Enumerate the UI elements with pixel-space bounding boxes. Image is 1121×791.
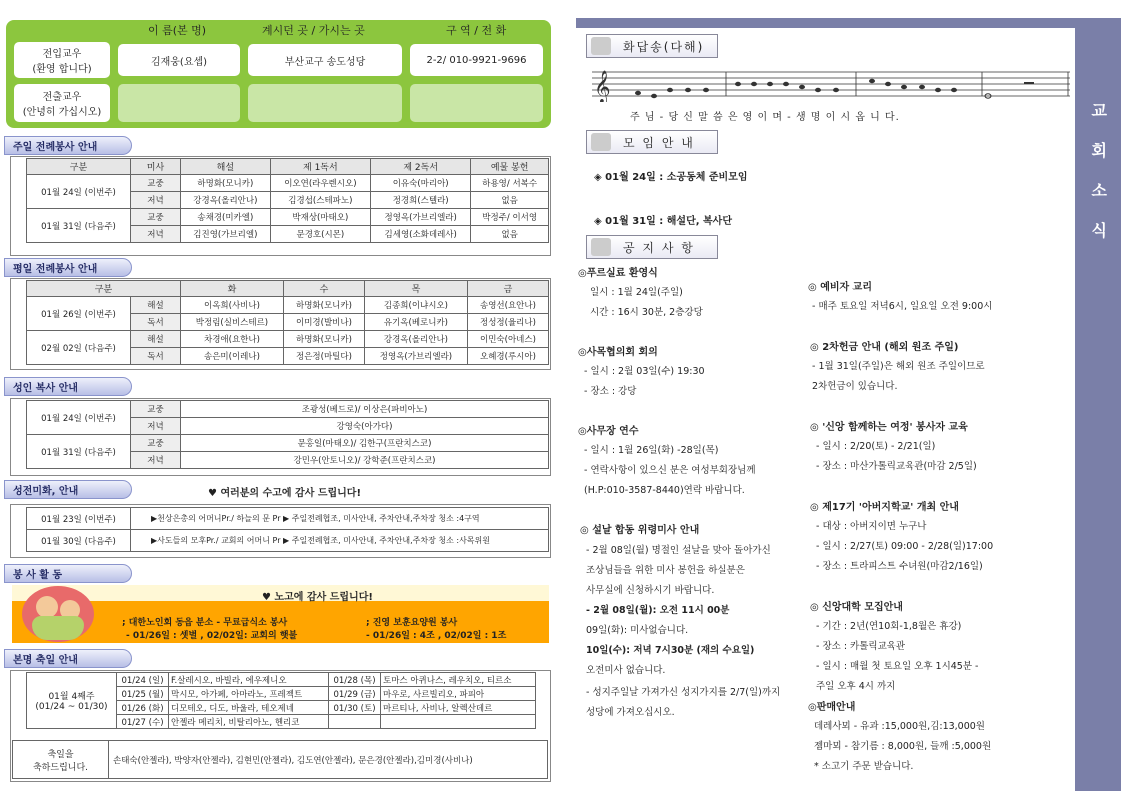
cell: 하명화(모니카) bbox=[283, 331, 364, 348]
notice-heading: ◎ 신앙대학 모집안내 bbox=[810, 602, 903, 613]
psalm-lyrics: 주 님 - 당 신 말 씀 은 영 이 며 - 생 명 이 시 옵 니 다. bbox=[630, 112, 900, 123]
psalm-title bbox=[586, 34, 718, 58]
cell: 강경옥(올리안나) bbox=[181, 192, 271, 209]
table-row bbox=[27, 331, 549, 348]
cell: 이유숙(마리아) bbox=[371, 175, 471, 192]
notice-line: 09일(화): 미사없습니다. bbox=[586, 625, 689, 636]
cell: 김경섭(스테파노) bbox=[270, 192, 370, 209]
date-cell: 01월 31일 (다음주) bbox=[27, 435, 131, 469]
notice-line: - 일시 : 2월 03일(수) 19:30 bbox=[584, 366, 705, 377]
notice-heading: ◎ 제17기 '아버지학교' 개최 안내 bbox=[810, 502, 959, 513]
saints-cell: 토마스 아퀴나스, 레우치오, 티르소 bbox=[381, 673, 536, 687]
notice-line: - 성지주일날 가져가신 성지가지를 2/7(일)까지 bbox=[586, 687, 781, 698]
mass-cell: 교중 bbox=[131, 209, 181, 226]
day-cell: 01/28 (목) bbox=[329, 673, 381, 687]
week-cell: 01월 4째주 (01/24 ~ 01/30) bbox=[27, 673, 117, 729]
top-bar bbox=[576, 18, 1076, 28]
cell: 이오연(라우렌시오) bbox=[270, 175, 370, 192]
notice-line: 10일(수): 저녁 7시30분 (재의 수요일) bbox=[586, 645, 755, 656]
notice-heading: ◎ 예비자 교리 bbox=[808, 282, 872, 293]
saints-cell: 마우로, 사르빌리오, 파피아 bbox=[381, 687, 536, 701]
notice-line: - 일시 : 2/20(토) - 2/21(일) bbox=[816, 441, 936, 452]
th-reading2: 제 2독서 bbox=[371, 159, 471, 175]
notice-heading: ◎ 2차헌금 안내 (해외 원조 주일) bbox=[810, 342, 959, 353]
day-cell: 01/27 (수) bbox=[117, 715, 169, 729]
saints-cell: 디모테오, 디도, 바울라, 테오제네 bbox=[169, 701, 329, 715]
service-left-title: ; 대한노인회 동읍 분소 - 무료급식소 봉사 bbox=[122, 618, 288, 628]
th-gubun: 구분 bbox=[27, 281, 181, 297]
notice-line: - 일시 : 2/27(토) 09:00 - 2/28(일)17:00 bbox=[816, 541, 994, 552]
table-row bbox=[27, 530, 549, 552]
cell: ▶천상은총의 어머니Pr./ 하늘의 문 Pr ▶ 주일전례협조, 미사안내, 주차안내,주차장 청소 :4구역 bbox=[131, 508, 549, 530]
table-row bbox=[27, 175, 549, 192]
sidebar bbox=[1075, 18, 1121, 791]
col-header-zone: 구 역 / 전 화 bbox=[446, 24, 507, 37]
cell: 김진영(가브리엘) bbox=[181, 226, 271, 243]
cell: 김세영(소화데레사) bbox=[371, 226, 471, 243]
date-cell: 01월 30일 (다음주) bbox=[27, 530, 131, 552]
notice-title bbox=[586, 235, 718, 259]
cell: 이옥희(사비나) bbox=[181, 297, 284, 314]
th-offering: 예물 봉헌 bbox=[471, 159, 549, 175]
notice-line: - 매주 토요일 저녁6시, 일요일 오전 9:00시 bbox=[812, 301, 993, 312]
notice-line: 주일 오후 4시 까지 bbox=[816, 681, 896, 692]
notice-line: 조상님들을 위한 미사 봉헌을 하실분은 bbox=[586, 565, 745, 576]
cell: 강민우(안토니오)/ 강학준(프란치스코) bbox=[181, 452, 549, 469]
notice-line: 2차헌금이 있습니다. bbox=[812, 381, 898, 392]
table-row bbox=[27, 435, 549, 452]
table-row bbox=[27, 673, 536, 687]
notice-line: 데레사뫼 - 유과 :15,000원,김:13,000원 bbox=[814, 721, 985, 732]
notice-line: 젬마뫼 - 참기름 : 8,000원, 들깨 :5,000원 bbox=[814, 741, 992, 752]
th-wed: 수 bbox=[283, 281, 364, 297]
sunday-table bbox=[26, 158, 549, 243]
notice-line: - 장소 : 카톨릭교육관 bbox=[816, 641, 906, 652]
cell: 유기옥(베로니카) bbox=[364, 314, 467, 331]
notice-line: - 1월 31일(주일)은 해외 원조 주일이므로 bbox=[812, 361, 985, 372]
notice-line: 시간 : 16시 30분, 2층강당 bbox=[590, 307, 703, 318]
mass-cell: 저녁 bbox=[131, 418, 181, 435]
table-row bbox=[13, 741, 548, 779]
notice-line: - 2월 08일(월) 명절인 설날을 맞아 돌아가신 bbox=[586, 545, 771, 556]
dove-icon bbox=[591, 238, 611, 256]
th-thu: 목 bbox=[364, 281, 467, 297]
cell: 문경호(시몬) bbox=[270, 226, 370, 243]
section-sunday-title: 주일 전례봉사 안내 bbox=[4, 136, 132, 155]
dove-icon bbox=[591, 133, 611, 151]
saints-cell: 마르티나, 사비나, 알렉산데르 bbox=[381, 701, 536, 715]
mass-cell: 교중 bbox=[131, 175, 181, 192]
cell: 박정주/ 이서영 bbox=[471, 209, 549, 226]
notice-line: 사무실에 신청하시기 바랍니다. bbox=[586, 585, 715, 596]
music-staff bbox=[592, 66, 1072, 102]
day-cell bbox=[329, 715, 381, 729]
notice-line: - 기간 : 2년(연10회-1,8월은 휴강) bbox=[816, 621, 962, 632]
notice-line: 성당에 가져오십시오. bbox=[586, 707, 675, 718]
cell: 박정림(실비스테르) bbox=[181, 314, 284, 331]
service-left-detail: - 01/26일 : 셋별 , 02/02일: 교회의 햇불 bbox=[126, 631, 298, 641]
cell: 정영옥(가브리엘라) bbox=[371, 209, 471, 226]
cell: 박재상(마태오) bbox=[270, 209, 370, 226]
notice-heading: ◎사무장 연수 bbox=[578, 426, 639, 437]
family-illustration bbox=[22, 586, 94, 642]
day-cell: 01/30 (토) bbox=[329, 701, 381, 715]
mass-cell: 저녁 bbox=[131, 226, 181, 243]
incoming-place: 부산교구 송도성당 bbox=[248, 44, 402, 76]
cell: 하명화(모니카) bbox=[283, 297, 364, 314]
day-cell: 01/24 (일) bbox=[117, 673, 169, 687]
incoming-name: 김재웅(요셉) bbox=[118, 44, 240, 76]
cell: 강경옥(올리안나) bbox=[364, 331, 467, 348]
clean-table bbox=[26, 507, 549, 552]
date-cell: 01월 24일 (이번주) bbox=[27, 175, 131, 209]
service-right-detail: - 01/26일 : 4조 , 02/02일 : 1조 bbox=[366, 631, 507, 641]
outgoing-name bbox=[118, 84, 240, 122]
day-cell: 01/26 (화) bbox=[117, 701, 169, 715]
col-header-place: 계시던 곳 / 가시는 곳 bbox=[262, 24, 365, 37]
section-service-title: 봉 사 활 동 bbox=[4, 564, 132, 583]
day-cell: 01/29 (금) bbox=[329, 687, 381, 701]
dove-icon bbox=[591, 37, 611, 55]
role-cell: 해설 bbox=[131, 331, 181, 348]
mass-cell: 교중 bbox=[131, 401, 181, 418]
table-row bbox=[27, 297, 549, 314]
th-gubun: 구분 bbox=[27, 159, 131, 175]
sidebar-char: 식 bbox=[1091, 221, 1107, 240]
role-cell: 독서 bbox=[131, 348, 181, 365]
date-cell: 01월 23일 (이번주) bbox=[27, 508, 131, 530]
notice-heading: ◎판매안내 bbox=[808, 702, 856, 713]
cell: 없음 bbox=[471, 192, 549, 209]
cell: 정성정(율리나) bbox=[467, 314, 548, 331]
th-reading1: 제 1독서 bbox=[270, 159, 370, 175]
outgoing-label: 전출교우 (안녕히 가십시오) bbox=[14, 84, 110, 122]
saints-cell bbox=[381, 715, 536, 729]
saints-cell: 막시모, 아가페, 아마라노, 프레젝트 bbox=[169, 687, 329, 701]
cell: 오혜경(루시아) bbox=[467, 348, 548, 365]
notice-heading: ◎푸르실료 환영식 bbox=[578, 268, 658, 279]
table-row bbox=[27, 508, 549, 530]
notice-line: - 일시 : 매월 첫 토요일 오후 1시45분 - bbox=[816, 661, 979, 672]
cell: 조광성(베드로)/ 이상은(파비아노) bbox=[181, 401, 549, 418]
notice-line: - 장소 : 강당 bbox=[584, 386, 637, 397]
incoming-zone: 2-2/ 010-9921-9696 bbox=[410, 44, 543, 76]
sidebar-char: 교 bbox=[1091, 101, 1107, 120]
cell: 정은정(마틸다) bbox=[283, 348, 364, 365]
cell: 이민숙(아네스) bbox=[467, 331, 548, 348]
cell: 강영숙(아가다) bbox=[181, 418, 549, 435]
notice-line: 일시 : 1월 24일(주일) bbox=[590, 287, 683, 298]
notice-line: (H.P:010-3587-8440)연락 바랍니다. bbox=[584, 485, 745, 496]
notice-heading: ◎ 설날 합동 위령미사 안내 bbox=[580, 525, 700, 536]
adult-table bbox=[26, 400, 549, 469]
meeting-item: ◈ 01월 31일 : 해설단, 복사단 bbox=[594, 216, 733, 227]
section-nameday-title: 본명 축일 안내 bbox=[4, 649, 132, 668]
service-right-title: ; 진영 보훈요양원 봉사 bbox=[366, 618, 458, 628]
notice-heading: ◎ '신앙 함께하는 여정' 봉사자 교육 bbox=[810, 422, 968, 433]
section-adult-title: 성인 복사 안내 bbox=[4, 377, 132, 396]
service-thanks: ♥ 노고에 감사 드립니다! bbox=[262, 592, 373, 603]
notice-line: - 장소 : 마산가톨릭교육관(마감 2/5일) bbox=[816, 461, 977, 472]
notice-line: - 2월 08일(월): 오전 11시 00분 bbox=[586, 605, 730, 616]
role-cell: 독서 bbox=[131, 314, 181, 331]
mass-cell: 저녁 bbox=[131, 192, 181, 209]
nameday-table bbox=[26, 672, 536, 729]
meeting-title bbox=[586, 130, 718, 154]
cell: 문홍일(마태오)/ 김한구(프란치스코) bbox=[181, 435, 549, 452]
cell: 이미경(발비나) bbox=[283, 314, 364, 331]
cell: 정영옥(가브리엘라) bbox=[364, 348, 467, 365]
col-header-name: 이 름(본 명) bbox=[148, 24, 207, 37]
notice-heading: ◎사목협의회 회의 bbox=[578, 347, 658, 358]
section-clean-title: 성전미화, 안내 bbox=[4, 480, 132, 499]
notice-line: - 일시 : 1월 26일(화) -28일(목) bbox=[584, 445, 719, 456]
table-row bbox=[27, 401, 549, 418]
date-cell: 01월 31일 (다음주) bbox=[27, 209, 131, 243]
treble-clef-icon: 𝄞 bbox=[594, 70, 611, 102]
table-row bbox=[27, 209, 549, 226]
clean-thanks: ♥ 여러분의 수고에 감사 드립니다! bbox=[208, 488, 362, 499]
mass-cell: 교중 bbox=[131, 435, 181, 452]
meeting-item: ◈ 01월 24일 : 소공동체 준비모임 bbox=[594, 172, 748, 183]
th-mass: 미사 bbox=[131, 159, 181, 175]
congrats-names: 손태숙(안젤라), 박양자(안젤라), 김현민(안젤라), 김도연(안젤라), 문은경(안젤라),김미경(사비나) bbox=[109, 741, 548, 779]
outgoing-zone bbox=[410, 84, 543, 122]
section-weekday-title: 평일 전례봉사 안내 bbox=[4, 258, 132, 277]
cell: 정경희(스텔라) bbox=[371, 192, 471, 209]
mass-cell: 저녁 bbox=[131, 452, 181, 469]
incoming-label: 전입교우 (환영 합니다) bbox=[14, 42, 110, 78]
cell: 김종희(이냐시오) bbox=[364, 297, 467, 314]
sidebar-char: 소 bbox=[1091, 181, 1107, 200]
th-tue: 화 bbox=[181, 281, 284, 297]
cell: 송영선(요안나) bbox=[467, 297, 548, 314]
notice-line: 오전미사 없습니다. bbox=[586, 665, 666, 676]
cell: 차경애(요한나) bbox=[181, 331, 284, 348]
notice-line: - 장소 : 트라피스트 수녀원(마감2/16일) bbox=[816, 561, 983, 572]
cell: 하명화(모니카) bbox=[181, 175, 271, 192]
outgoing-place bbox=[248, 84, 402, 122]
cell: ▶사도들의 모후Pr./ 교회의 어머니 Pr ▶ 주일전례협조, 미사안내, 주차안내,주차장 청소 :사목위원 bbox=[131, 530, 549, 552]
th-commentary: 해설 bbox=[181, 159, 271, 175]
saints-cell: F.살레시오, 바빌라, 에우제니오 bbox=[169, 673, 329, 687]
sidebar-char: 회 bbox=[1091, 141, 1107, 160]
day-cell: 01/25 (월) bbox=[117, 687, 169, 701]
cell: 없음 bbox=[471, 226, 549, 243]
notice-line: - 연락사항이 있으신 분은 여성부회장님께 bbox=[584, 465, 756, 476]
psalm-title-text: 화답송(다해) bbox=[623, 39, 705, 54]
date-cell: 01월 26일 (이번주) bbox=[27, 297, 131, 331]
cell: 하용영/ 서복수 bbox=[471, 175, 549, 192]
notice-line: - 대상 : 아버지이면 누구나 bbox=[816, 521, 927, 532]
cell: 송채경(미카엘) bbox=[181, 209, 271, 226]
notice-title-text: 공 지 사 항 bbox=[623, 240, 695, 255]
date-cell: 01월 24일 (이번주) bbox=[27, 401, 131, 435]
congrats-label: 축일을 축하드립니다. bbox=[13, 741, 109, 779]
congrats-table bbox=[12, 740, 548, 779]
notice-line: * 소고기 주문 받습니다. bbox=[814, 761, 914, 772]
th-fri: 금 bbox=[467, 281, 548, 297]
cell: 송은미(이레나) bbox=[181, 348, 284, 365]
role-cell: 해설 bbox=[131, 297, 181, 314]
date-cell: 02월 02일 (다음주) bbox=[27, 331, 131, 365]
weekday-table bbox=[26, 280, 549, 365]
meeting-title-text: 모 임 안 내 bbox=[623, 135, 695, 150]
saints-cell: 안젤라 메리치, 비탈리아노, 헨리코 bbox=[169, 715, 329, 729]
